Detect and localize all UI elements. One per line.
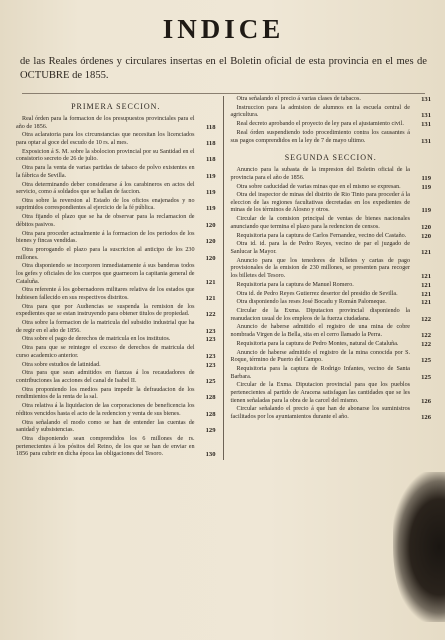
entry-text: Real decreto aprobando el proyecto de ley para el ajustamiento civil. [236,121,404,128]
entry-page-number: 120 [205,254,216,262]
entry-text: Otra relativa á la liquidacion de las corporaciones de beneficencia los réditos vencidos hasta el acto de la redencion y venta de sus bienes. [16,403,195,417]
entry-page-number: 123 [205,327,216,335]
entry-text: Circular señalando el precio á que han de abonarse los suministros facilitados por los ayuntamientos durante el año. [230,406,410,420]
entry-page-number: 121 [421,290,431,298]
entry-page-number: 119 [421,183,431,191]
entry-text: Anuncio de haberse admitido el registro de una mina de cobre nombrada Virgen de la Bella, sita en el cerro llamado la Perra. [230,324,410,339]
index-entry [16,336,216,344]
index-entry [16,247,216,262]
index-entry [231,192,432,215]
entry-text: Requisitoria para la captura de Carlos Fernandez, vecino del Castaño. [236,232,407,239]
section-title-segunda: SEGUNDA SECCION. [284,153,377,163]
index-entry [16,420,216,435]
entry-text: Otra sobre caducidad de varias minas que en el mismo se expresan. [236,183,401,190]
entry-text: Exposicion á S. M. sobre la sbolocion provincial por su Santidad en el consistorio secreto de 26 de julio. [16,148,195,163]
entry-page-number: 120 [421,223,431,231]
index-entry [16,436,216,459]
index-entry [231,96,432,104]
entry-page-number: 123 [205,336,216,344]
index-entry [16,345,216,360]
entry-page-number: 119 [421,174,431,182]
entry-text: Otra para proceder actualmente á la formacion de los periodos de los bienes y fincas vendidas. [16,230,195,245]
index-entry [16,304,216,319]
entry-page-number: 131 [421,137,431,145]
index-entry [231,341,432,349]
entry-page-number: 126 [421,413,431,421]
index-entry [231,216,432,231]
section-title-primera: PRIMERA SECCION. [71,102,161,111]
entry-text: Otra para que sean admitidos en fianzas á los recaudadores de contribuciones las acciones del canal de Isabel II. [16,370,195,384]
index-entry [16,362,216,370]
entry-page-number: 122 [421,332,431,340]
index-entry [16,149,216,164]
index-entry [231,308,432,323]
index-columns [16,96,431,460]
index-entry [16,116,216,131]
entry-page-number: 120 [205,221,216,229]
index-entry [16,403,216,418]
entry-page-number: 128 [205,394,216,402]
entry-page-number: 122 [421,340,431,348]
entry-text: Otra id. de Pedro Reyes Gutierrez desertor del presidio de Sevilla. [236,290,398,297]
index-entry [16,387,216,402]
entry-text: Otra señalando el precio á varias clases de tabacos. [236,96,361,102]
index-entry [16,370,216,385]
entry-page-number: 121 [421,299,431,307]
index-entry [231,130,432,145]
entry-text: Otra fijando el plazo que se ha de observar para la reclamacion de débitos pasivos. [16,214,195,228]
entry-page-number: 122 [205,311,216,319]
entry-page-number: 118 [205,139,216,147]
entry-page-number: 126 [421,397,431,405]
document-subtitle: de las Reales órdenes y circulares insertas en el Boletin oficial de esta provincia en el mes de OCTUBRE de 1855. [20,56,427,81]
entry-text: Otra disponiendo las reses José Bocadu y Román Palomeque. [236,299,387,306]
index-entry [231,366,432,381]
index-entry [16,198,216,213]
entry-page-number: 121 [421,272,431,280]
entry-page-number: 130 [205,451,216,459]
entry-text: Anuncio para la subasta de la impresion del Boletin oficial de la provincia para el año de 1856. [230,167,410,181]
entry-text: Otra sobre la reversion al Estado de los oficios enajenados y no suprimidos correspondientes al ejercicio de la fé pública. [16,197,195,212]
entry-text: Requisitoria para la captura de Manuel Romero. [236,281,354,288]
entry-page-number: 125 [421,373,431,381]
entry-page-number: 123 [205,352,216,360]
index-entry [231,105,432,120]
entry-page-number: 128 [205,410,216,418]
entry-page-number: 120 [205,238,216,246]
entry-page-number: 121 [421,281,431,289]
index-entry [231,184,432,192]
entry-text: Otra disponiendo se incorporen inmediatamente á sus banderas todos los gefes y oficiales de los cuerpos que guarnecen la capitania general de Cataluña. [16,263,195,285]
entry-page-number: 118 [205,123,216,131]
index-entry [231,299,432,307]
entry-page-number: 121 [205,278,216,286]
entry-text: Otra señalando el modo como se han de entender las cuentas de sanidad y subsistencias. [16,419,195,434]
index-entry [231,241,432,256]
index-entry [16,231,216,246]
ink-stain [393,472,445,622]
entry-text: Otra disponiendo sean comprendidos los 6 millones de rs. pertenecientes á los pósitos del Reino, de los que se han de enviar en 1856 para cubrir en dicha época las obligaciones del Tesoro. [16,435,195,458]
entry-page-number: 125 [205,378,216,385]
entry-text: Requisitoria para la captura de Rodrigo Infantes, vecino de Santa Barbara. [230,366,410,380]
entry-text: Circular de la comision principal de ventas de bienes nacionales anunciando que termina el plazo para la redencion de censos. [230,216,410,230]
header-rule [22,93,425,94]
entry-page-number: 125 [421,357,431,365]
entry-text: Otra determinando deber considerarse á los carabineros en actos del servicio, como á soldados que se hallan de faccion. [16,181,195,196]
index-entry [16,165,216,180]
right-column [224,96,432,460]
index-entry [231,233,432,241]
index-entry [231,291,432,299]
entry-text: Otra proponiendo los medios para impedir la defraudacion de los rendimientos de la renta de la sal. [16,386,195,401]
entry-text: Otra aclaratoria para los circunstancias que necesitan los licenciados para optar al goce del escudo de 10 rs. al mes. [16,132,195,146]
entry-page-number: 122 [421,315,431,323]
entry-text: Otra para que por Audiencias se suspenda la remision de los expedientes que se estan instruyendo para obtener titulos de propiedad. [16,303,195,318]
entry-text: Real órden para la formacion de los presupuestos provinciales para el año de 1856. [16,116,195,130]
entry-text: Requisitoria para la captura de Pedro Montes, natural de Cataluña. [236,340,399,347]
index-entry [16,132,216,147]
entry-text: Otra sobre el pago de derechos de matricula en los institutos. [22,336,171,343]
index-entry [16,214,216,229]
entry-text: Anuncio para que los tenedores de billetes y cartas de pago provisionales de la emision de 230 millones, se presenten para recoger los billetes del Tesoro. [230,257,410,279]
entry-text: Otra id. id. para la de Pedro Reyes, vecino de par el juzgado de Sanlucar la Mayor. [230,241,410,255]
index-entry [16,182,216,197]
index-entry [231,282,432,290]
entry-text: Real órden suspendiendo todo procedimiento contra los causantes á sus pagos comprendidos en la ley de 7 de mayo ultimo. [230,129,410,144]
entry-page-number: 119 [205,189,216,197]
index-entry [16,287,216,302]
entry-text: Otra para la venta de varias partidas de tabaco de polvo existentes en la fábrica de Sevilla. [16,165,195,179]
entry-page-number: 118 [205,156,216,164]
document-title: INDICE [162,14,285,44]
entry-page-number: 131 [421,121,431,129]
entry-page-number: 129 [205,427,216,435]
entry-text: Anuncio de haberse admitido el registro de la mina conocida por S. Roque, término de Puerto del Campo. [230,349,410,364]
index-entry [231,324,432,339]
entry-text: Otra para que se reintegre el exceso de derechos de matricula del curso academico anterior. [16,345,195,359]
entry-page-number: 121 [421,249,431,256]
entry-text: Circular de la Exma. Diputacion provincial para que los pueblos pertenecientes al partido de Aracena satisfagan las cantidades que se les tienen señaladas para la obra de la carcel del mismo. [230,382,410,404]
entry-text: Otra del inspector de minas del distrito de Rio Tinto para proceder á la eleccion de las regiones facultativas decretadas en los expedientes de minas de los términos de Alosno y otros. [230,192,410,214]
index-entry [231,382,432,405]
entry-page-number: 123 [205,361,216,369]
index-entry [16,320,216,335]
entry-text: Otra prorogando el plazo para la suscricion al anticipo de los 230 millones. [16,247,195,261]
entry-page-number: 119 [205,205,216,213]
left-column [16,96,224,460]
entry-page-number: 131 [421,96,431,103]
entry-text: Circular de la Exma. Diputacion provincial disponiendo la reanudacion usual de los empleos de la fuerza ciudadana. [230,308,410,322]
entry-page-number: 120 [421,232,431,240]
index-entry [231,258,432,281]
entry-page-number: 119 [205,172,216,180]
entry-text: Otra referente á los gobernadores militares relativa de los estados que hubiesen fallecido en sus respectivos distritos. [16,287,195,301]
entry-text: Instruccion para la admision de alumnos en la escuela central de agricultura. [230,104,410,119]
index-entry [231,406,432,421]
entry-page-number: 119 [421,207,431,215]
entry-text: Otra sobre estudios de latinidad. [22,361,101,368]
entry-page-number: 121 [205,294,216,302]
entry-page-number: 131 [421,112,431,120]
index-entry [16,263,216,286]
index-entry [231,350,432,365]
index-entry [231,167,432,182]
entry-text: Otra sobre la formacion de la matricula del subsidio industrial que ha de regir en el año de 1856. [16,320,195,334]
index-entry [231,121,432,129]
